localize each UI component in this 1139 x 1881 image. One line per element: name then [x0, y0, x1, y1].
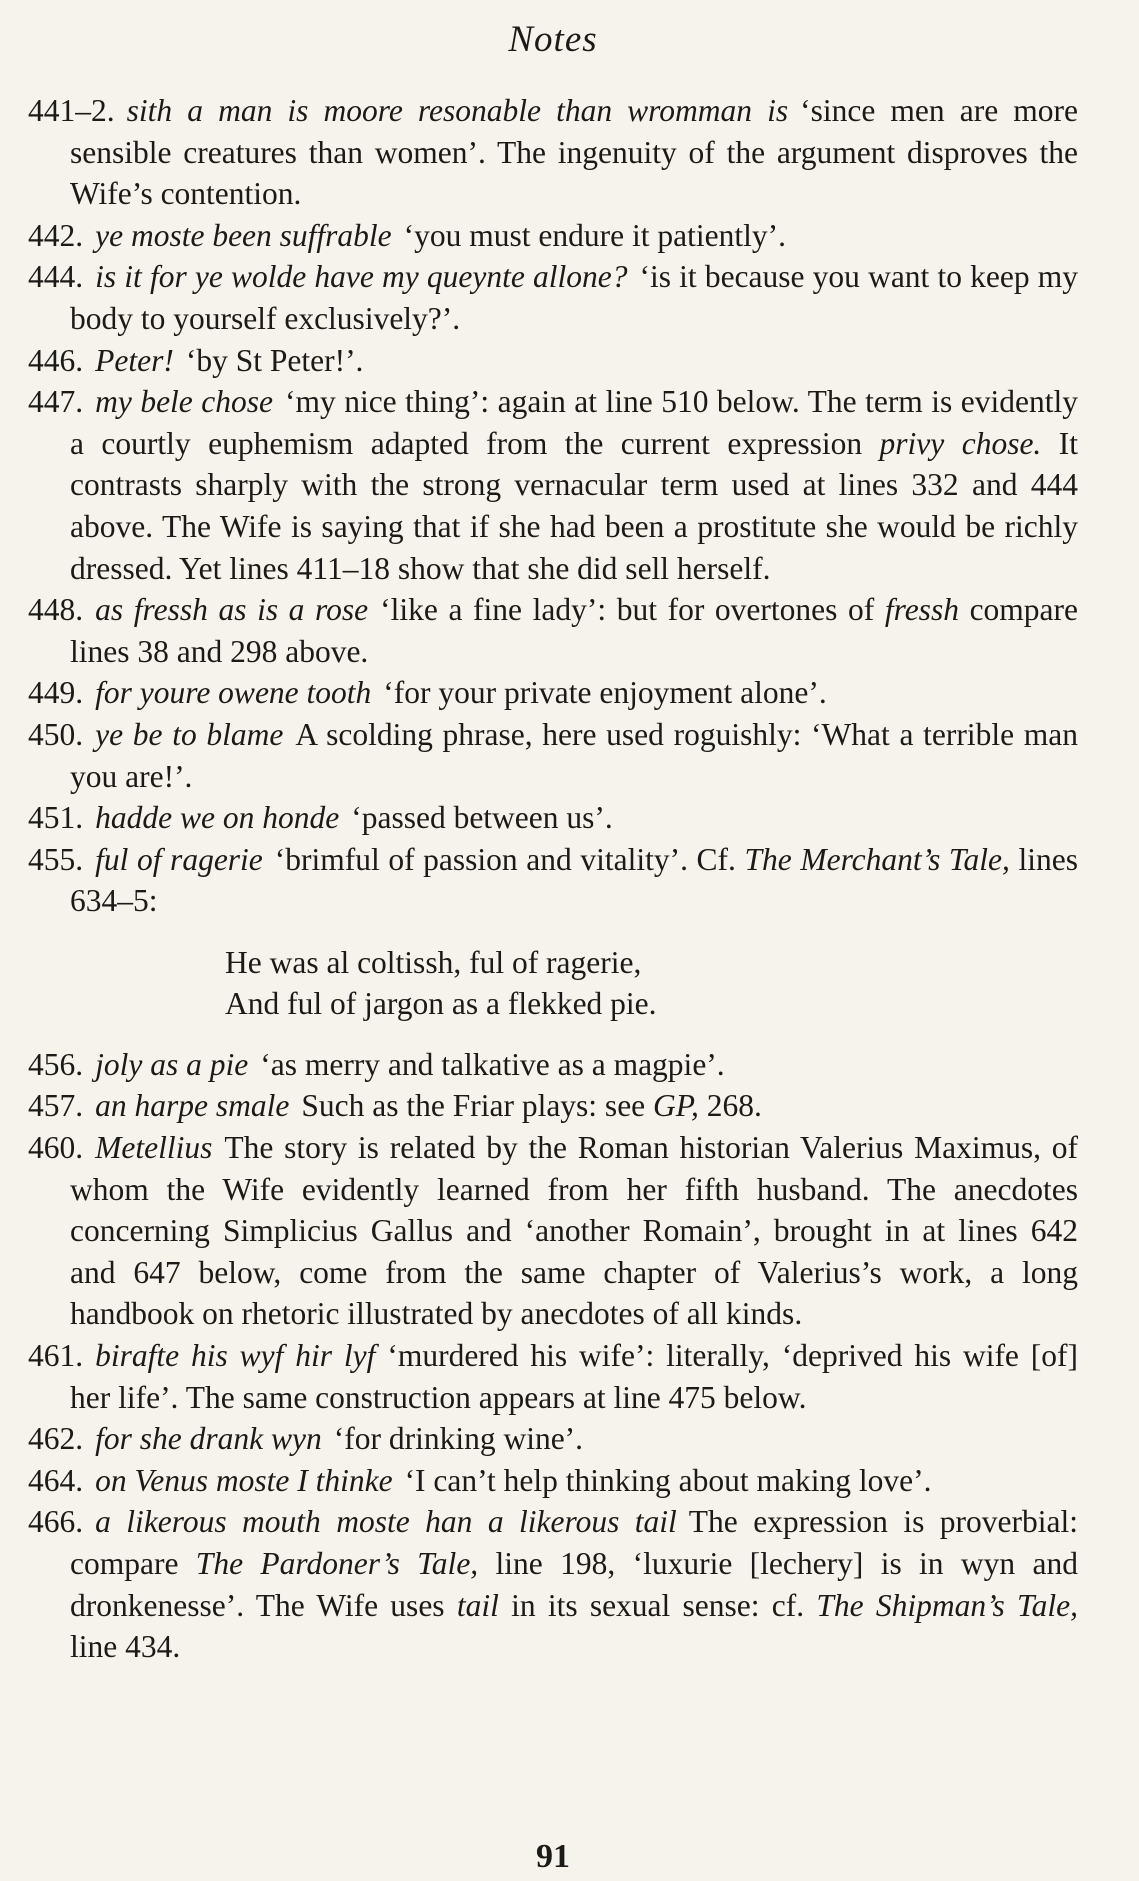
note-text: The expression is proverbial: compare [70, 1504, 1079, 1581]
note-462 [28, 1418, 1078, 1460]
note-lemma: Metellius [95, 1130, 213, 1166]
note-number: 462. [28, 1421, 84, 1457]
note-lemma: as fressh as is a rose [95, 592, 369, 628]
note-457 [28, 1085, 1078, 1127]
running-header: Notes [508, 19, 598, 60]
page [28, 0, 1078, 1881]
note-text: ‘as merry and talkative as a magpie’. [260, 1046, 725, 1082]
note-number: 461. [28, 1338, 84, 1374]
note-number: 448. [28, 592, 84, 628]
note-italic-term: The Merchant’s Tale, [744, 841, 1010, 877]
note-lemma: my bele chose [95, 384, 273, 420]
note-italic-term: The Shipman’s Tale, [816, 1587, 1079, 1623]
note-text: Such as the Friar plays: see [301, 1088, 646, 1124]
note-461 [28, 1335, 1078, 1418]
note-lemma: an harpe smale [95, 1088, 290, 1124]
note-text: ‘brimful of passion and vitality’. Cf. [274, 841, 736, 877]
note-442 [28, 215, 1078, 257]
note-text: ‘like a fine lady’: but for overtones of [380, 592, 875, 628]
note-450 [28, 714, 1078, 797]
note-italic-term: privy chose. [879, 425, 1042, 461]
note-lemma: a likerous mouth moste han a likerous tail [95, 1504, 677, 1540]
note-text: ‘you must endure it patiently’. [403, 217, 786, 253]
note-text: ‘passed between us’. [351, 800, 613, 836]
note-446 [28, 340, 1078, 382]
note-lemma: Peter! [95, 342, 174, 378]
note-italic-term: GP, [653, 1088, 699, 1124]
note-text: It contrasts sharply with the strong vernacular term used at lines 332 and 444 above. The Wife is saying that if she had been a prostitute she would be richly dressed. Yet lines 411–18 show that she did sell herself. [70, 425, 1079, 586]
notes-list [28, 90, 1078, 1668]
note-lemma: is it for ye wolde have my queynte allone? [95, 259, 628, 295]
note-text: lines 634–5: [70, 841, 1079, 919]
verse-quotation [28, 942, 1078, 1024]
note-text: ‘I can’t help thinking about making love’. [404, 1462, 932, 1498]
note-448 [28, 589, 1078, 672]
note-447 [28, 381, 1078, 589]
note-lemma: for she drank wyn [95, 1421, 322, 1457]
verse-line: And ful of jargon as a flekked pie. [225, 985, 657, 1021]
note-number: 446. [28, 342, 84, 378]
note-456 [28, 1044, 1078, 1086]
note-number: 450. [28, 716, 84, 752]
verse-line: He was al coltissh, ful of ragerie, [225, 944, 642, 980]
note-464 [28, 1460, 1078, 1502]
note-text: ‘murdered his wife’: literally, ‘deprived his wife [of] her life’. The same construction appears at line 475 below. [70, 1338, 1078, 1415]
note-text: ‘is it because you want to keep my body to yourself exclusively?’. [70, 259, 1078, 336]
note-text: in its sexual sense: cf. [511, 1587, 805, 1623]
note-451 [28, 797, 1078, 839]
note-text: line 434. [70, 1629, 181, 1665]
note-text: ‘for drinking wine’. [333, 1421, 584, 1457]
note-text: ‘for your private enjoyment alone’. [383, 675, 827, 711]
note-number: 447. [28, 384, 84, 420]
note-number: 442. [28, 217, 84, 253]
note-text: compare lines 38 and 298 above. [70, 592, 1079, 669]
note-lemma: ye be to blame [95, 716, 284, 752]
note-text: A scolding phrase, here used roguishly: ‘What a terrible man you are!’. [70, 716, 1078, 794]
note-number: 455. [28, 841, 84, 877]
note-lemma: on Venus moste I thinke [95, 1462, 393, 1498]
page-number: 91 [536, 1838, 570, 1875]
note-number: 466. [28, 1504, 84, 1540]
note-number: 456. [28, 1046, 84, 1082]
note-lemma: birafte his wyf hir lyf [95, 1338, 376, 1374]
note-italic-term: fressh [884, 592, 959, 628]
note-text: ‘since men are more sensible creatures than women’. The ingenuity of the argument disproves the Wife’s contention. [70, 93, 1078, 212]
note-italic-term: The Pardoner’s Tale, [195, 1546, 479, 1581]
note-lemma: for youre owene tooth [95, 675, 372, 711]
note-lemma: ful of ragerie [95, 841, 263, 877]
note-449 [28, 672, 1078, 714]
note-441 [28, 90, 1078, 215]
note-number: 457. [28, 1088, 84, 1124]
note-text: The story is related by the Roman historian Valerius Maximus, of whom the Wife evidently learned from her fifth husband. The anecdotes concerning Simplicius Gallus and ‘another Romain’, brought in at lines 642 and 647 below, come from the same chapter of Valerius’s work, a long handbook on rhetoric illustrated by anecdotes of all kinds. [70, 1130, 1078, 1332]
note-number: 464. [28, 1462, 84, 1498]
note-lemma: hadde we on honde [95, 800, 340, 836]
note-text: ‘my nice thing’: again at line 510 below. The term is evidently a courtly euphemism adapted from the current expression [70, 384, 1078, 461]
note-lemma: sith a man is moore resonable than wromman is [126, 93, 789, 128]
note-text: line 198, ‘luxurie [lechery] is in wyn and dronkenesse’. The Wife uses [70, 1546, 1078, 1623]
note-text: ‘by St Peter!’. [185, 342, 364, 378]
note-number: 460. [28, 1130, 84, 1166]
note-number: 449. [28, 675, 84, 711]
note-number: 441–2. [28, 93, 115, 128]
note-460 [28, 1127, 1078, 1335]
note-text: 268. [706, 1088, 762, 1124]
note-lemma: joly as a pie [95, 1046, 249, 1082]
note-455 [28, 839, 1078, 922]
note-lemma: ye moste been suffrable [95, 217, 392, 253]
note-italic-term: tail [456, 1587, 499, 1623]
note-number: 451. [28, 800, 84, 836]
note-number: 444. [28, 259, 84, 295]
note-466 [28, 1501, 1078, 1667]
note-444 [28, 256, 1078, 339]
